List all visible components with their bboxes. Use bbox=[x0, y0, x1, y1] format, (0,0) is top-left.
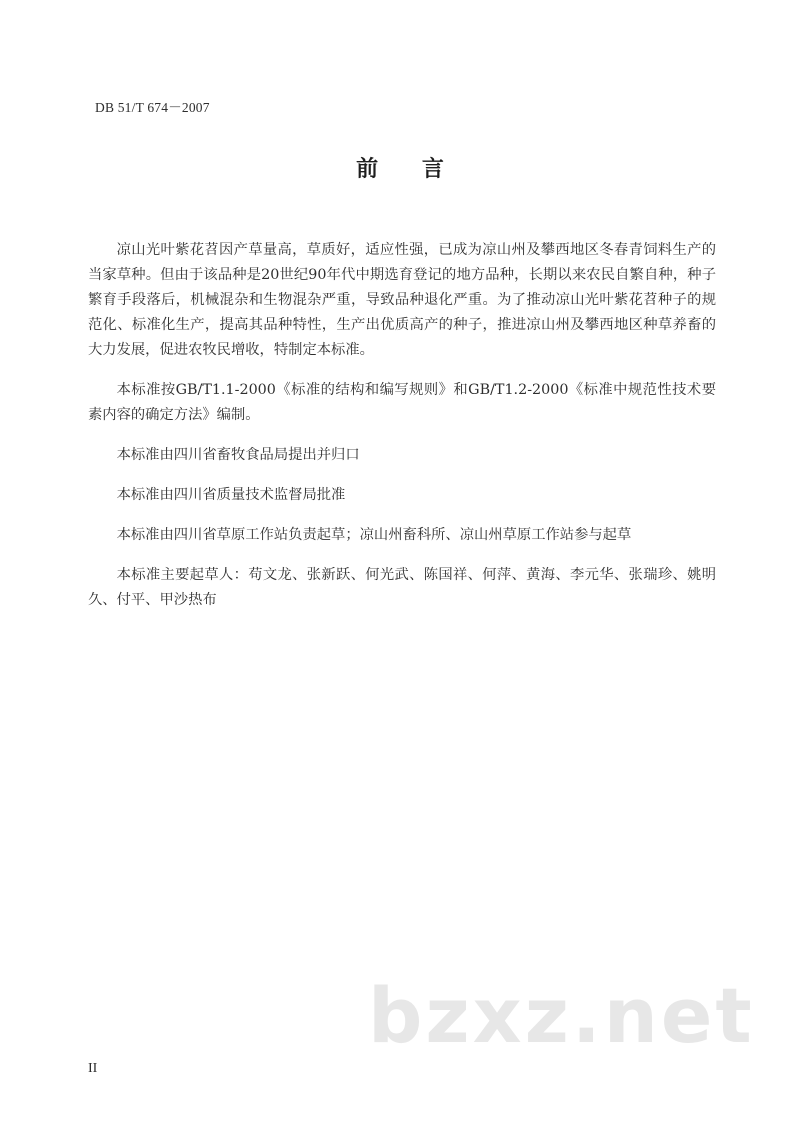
watermark: bzxz.net bbox=[368, 971, 755, 1060]
paragraph-background: 凉山光叶紫花苕因产草量高，草质好，适应性强，已成为凉山州及攀西地区冬春青饲料生产的当家草种。但由于该品种是20世纪90年代中期选育登记的地方品种，长期以来农民自繁自种，种子繁育手段落后，机械混杂和生物混杂严重，导致品种退化严重。为了推动凉山光叶紫花苕种子的规范化、标准化生产，提高其品种特性，生产出优质高产的种子，推进凉山州及攀西地区种草养畜的大力发展，促进农牧民增收，特制定本标准。 bbox=[88, 242, 716, 358]
paragraph-approver: 本标准由四川省质量技术监督局批准 bbox=[116, 487, 346, 503]
document-body bbox=[88, 238, 716, 628]
document-code: DB 51/T 674－2007 bbox=[95, 100, 210, 115]
paragraph-drafters: 本标准主要起草人：苟文龙、张新跃、何光武、陈国祥、何萍、黄海、李元华、张瑞珍、姚明久、付平、甲沙热布 bbox=[88, 567, 716, 608]
paragraph-drafting-rules: 本标准按GB/T1.1-2000《标准的结构和编写规则》和GB/T1.2-2000《标准中规范性技术要素内容的确定方法》编制。 bbox=[88, 382, 716, 423]
paragraph-drafting-units: 本标准由四川省草原工作站负责起草；凉山州畜科所、凉山州草原工作站参与起草 bbox=[116, 527, 632, 543]
page-number: II bbox=[88, 1061, 98, 1076]
page-title: 前 言 bbox=[356, 156, 462, 182]
paragraph-proposer: 本标准由四川省畜牧食品局提出并归口 bbox=[116, 447, 360, 463]
